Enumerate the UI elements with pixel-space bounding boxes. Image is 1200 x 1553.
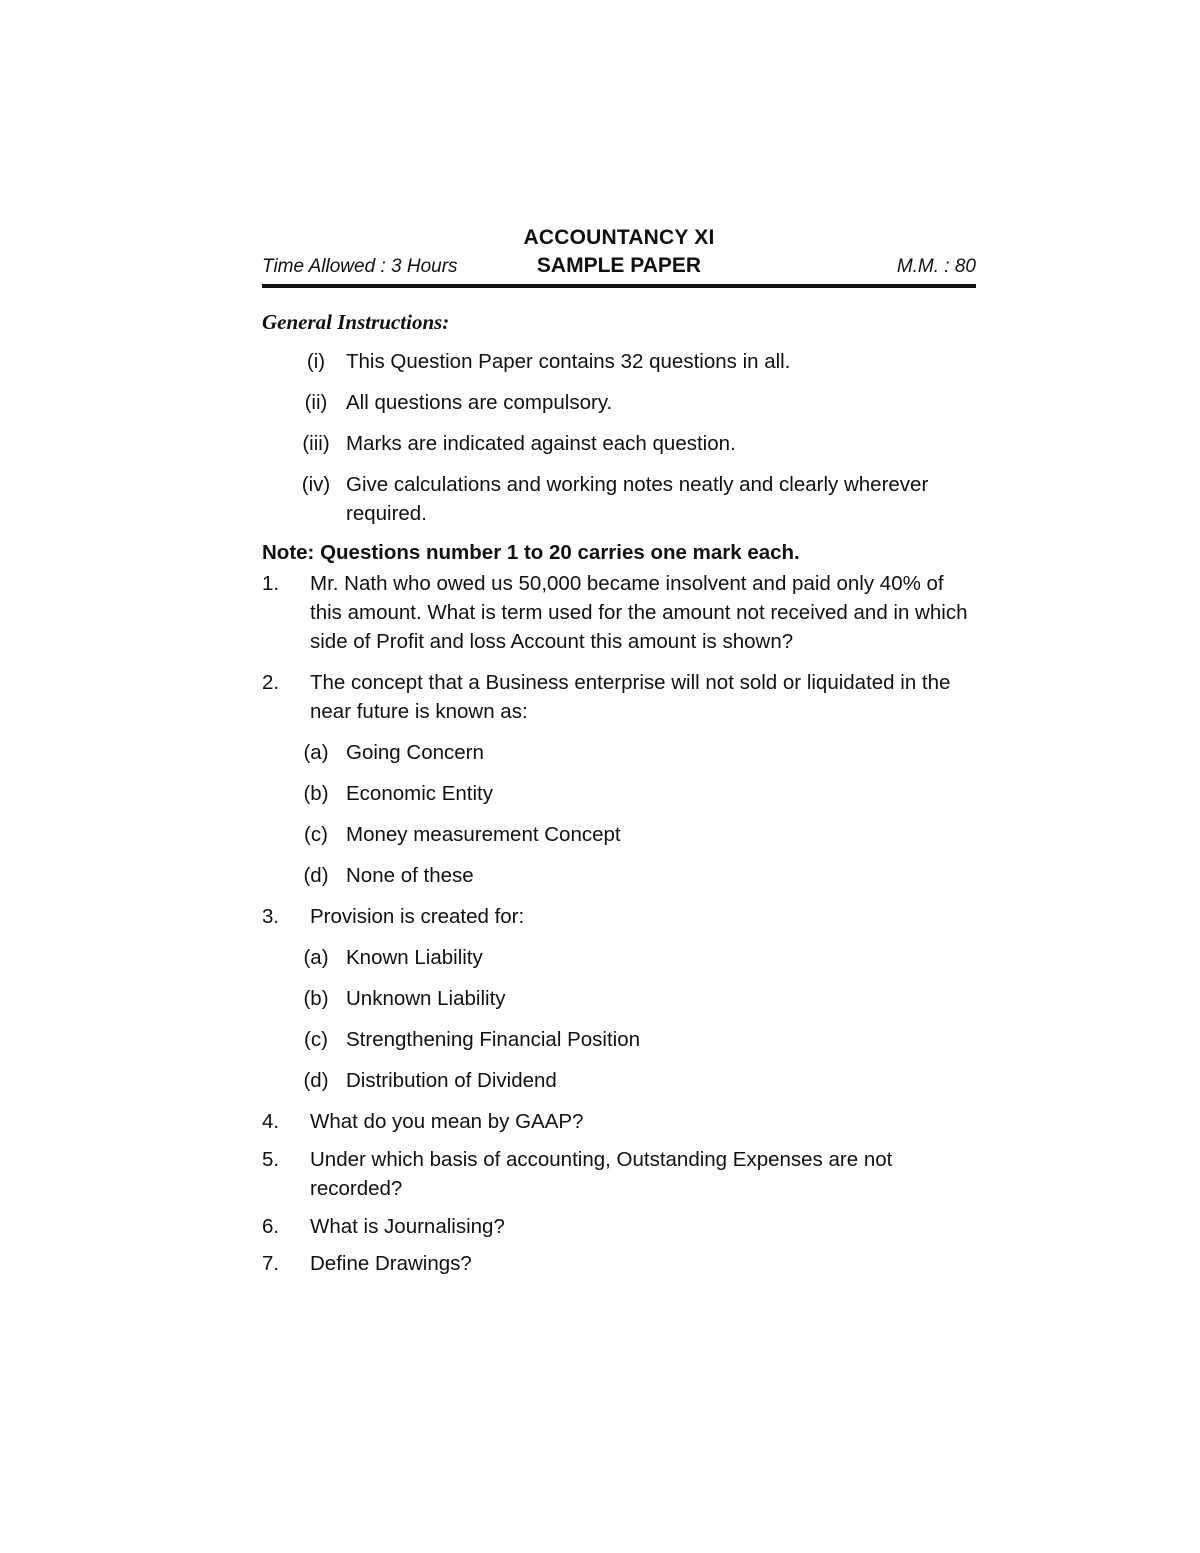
- question-number: 3.: [262, 905, 280, 928]
- instructions-list: [262, 347, 976, 528]
- question-text: The concept that a Business enterprise will not sold or liquidated in the near future is known as:: [310, 671, 951, 723]
- option-text: Distribution of Dividend: [346, 1069, 557, 1092]
- question-text: Under which basis of accounting, Outstanding Expenses are not recorded?: [310, 1148, 893, 1200]
- header-rule: [262, 284, 976, 288]
- instruction-text: Marks are indicated against each question.: [346, 432, 736, 455]
- question-number: 7.: [262, 1252, 280, 1275]
- question-number: 1.: [262, 572, 280, 595]
- question-item: [262, 668, 976, 726]
- instruction-item: [262, 347, 976, 376]
- instruction-marker: (iii): [302, 432, 330, 455]
- instruction-marker: (i): [306, 350, 326, 373]
- option-marker: (b): [303, 987, 329, 1010]
- option-marker: (b): [303, 782, 329, 805]
- option-text: Going Concern: [346, 741, 484, 764]
- option-text: Economic Entity: [346, 782, 493, 805]
- question-number: 2.: [262, 671, 280, 694]
- question-item: [262, 1249, 976, 1278]
- exam-page: [262, 222, 976, 1278]
- marks-note: Note: Questions number 1 to 20 carries one mark each.: [262, 541, 800, 564]
- option-item: [262, 984, 976, 1013]
- question-text: Mr. Nath who owed us 50,000 became insolvent and paid only 40% of this amount. What is term used for the amount not received and in which side of Profit and loss Account this amount is shown?: [310, 572, 968, 653]
- instruction-item: [262, 388, 976, 417]
- instruction-marker: (ii): [304, 391, 328, 414]
- option-marker: (a): [303, 946, 329, 969]
- option-text: Money measurement Concept: [346, 823, 621, 846]
- option-marker: (c): [304, 1028, 328, 1051]
- option-item: [262, 943, 976, 972]
- instruction-text: Give calculations and working notes neatly and clearly wherever required.: [346, 473, 929, 525]
- option-text: Unknown Liability: [346, 987, 506, 1010]
- paper-title: SAMPLE PAPER: [536, 254, 702, 277]
- question-text: Provision is created for:: [310, 905, 525, 928]
- instruction-marker: (iv): [301, 473, 331, 496]
- option-marker: (c): [304, 823, 328, 846]
- question-number: 5.: [262, 1148, 280, 1171]
- option-item: [262, 820, 976, 849]
- option-text: Known Liability: [346, 946, 483, 969]
- question-item: [262, 1107, 976, 1136]
- option-marker: (a): [303, 741, 329, 764]
- instruction-text: This Question Paper contains 32 questions in all.: [346, 350, 791, 373]
- instruction-item: [262, 429, 976, 458]
- question-item: [262, 902, 976, 931]
- question-text: What do you mean by GAAP?: [310, 1110, 584, 1133]
- question-item: [262, 569, 976, 656]
- instruction-text: All questions are compulsory.: [346, 391, 613, 414]
- instructions-title: General Instructions:: [262, 310, 450, 334]
- time-allowed: Time Allowed : 3 Hours: [262, 256, 458, 277]
- question-item: [262, 1212, 976, 1241]
- subject-title: ACCOUNTANCY XI: [523, 226, 715, 249]
- max-marks: M.M. : 80: [896, 256, 976, 277]
- question-number: 4.: [262, 1110, 280, 1133]
- header-row: [262, 254, 976, 282]
- option-item: [262, 1025, 976, 1054]
- instruction-item: [262, 470, 976, 528]
- question-item: [262, 1145, 976, 1203]
- option-item: [262, 861, 976, 890]
- option-marker: (d): [303, 864, 329, 887]
- option-item: [262, 738, 976, 767]
- option-item: [262, 779, 976, 808]
- questions-list: [262, 569, 976, 1278]
- question-text: Define Drawings?: [310, 1252, 472, 1275]
- paper-header: [262, 222, 976, 284]
- question-text: What is Journalising?: [310, 1215, 505, 1238]
- question-number: 6.: [262, 1215, 280, 1238]
- option-item: [262, 1066, 976, 1095]
- option-text: None of these: [346, 864, 474, 887]
- option-marker: (d): [303, 1069, 329, 1092]
- option-text: Strengthening Financial Position: [346, 1028, 641, 1051]
